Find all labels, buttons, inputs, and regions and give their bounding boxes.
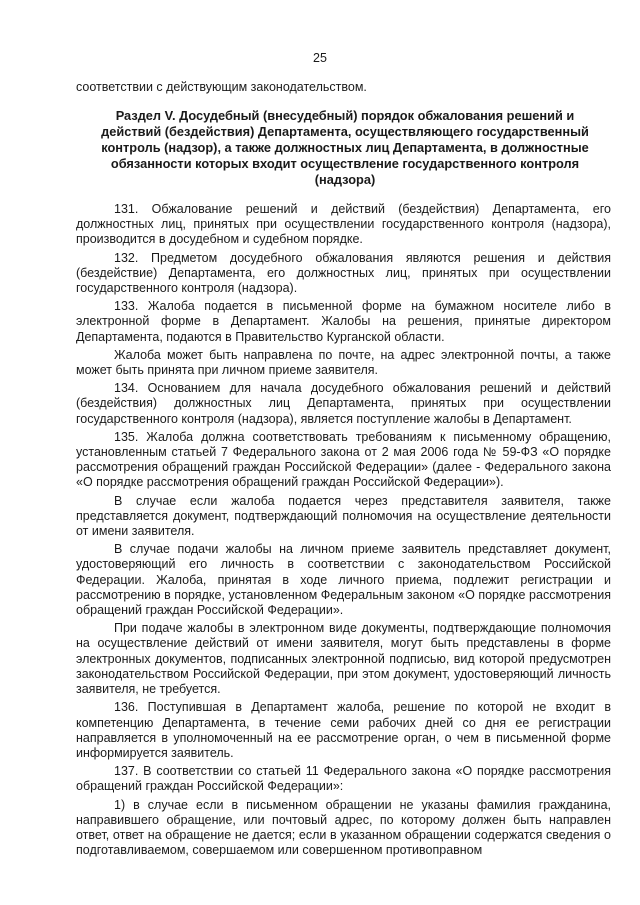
paragraph-133-continued: Жалоба может быть направлена по почте, на адрес электронной почты, а также может быть принята при личном приеме заявителя. [76, 347, 611, 378]
page-number: 25 [313, 51, 327, 65]
paragraph-132: 132. Предметом досудебного обжалования являются решения и действия (бездействие) Департамента, его должностных лиц, принятых при осуществлении государственного контроля (надзора). [76, 250, 611, 296]
paragraph-137: 137. В соответствии со статьей 11 Федерального закона «О порядке рассмотрения обращений граждан Российской Федерации»: [76, 764, 611, 794]
paragraph-131: 131. Обжалование решений и действий (бездействия) Департамента, его должностных лиц, принятых при осуществлении государственного контроля (надзора), производится в досудебном и судебном порядке. [76, 202, 611, 247]
paragraph-134: 134. Основанием для начала досудебного обжалования решений и действий (бездействия) должностных лиц Департамента, принятых при осуществлении государственного контроля (надзора), является поступление жалобы в Департамент. [76, 381, 611, 426]
paragraph-135-personal-reception: В случае подачи жалобы на личном приеме заявитель представляет документ, удостоверяющий его личность в соответствии с законодательством Российской Федерации. Жалоба, принятая в ходе личного приема, подлежит регистрации и рассмотрению в порядке, установленном Федеральным законом «О порядке рассмотрения обращений граждан Российской Федерации». [76, 542, 611, 618]
paragraph-135-representative: В случае если жалоба подается через представителя заявителя, также представляется документ, подтверждающий полномочия на осуществление деятельности от имени заявителя. [76, 493, 611, 539]
continued-text-line: соответствии с действующим законодательством. [76, 80, 367, 94]
document-body [76, 202, 611, 861]
paragraph-135: 135. Жалоба должна соответствовать требованиям к письменному обращению, установленным статьей 7 Федерального закона от 2 мая 2006 года № 59-ФЗ «О порядке рассмотрения обращений граждан Российской Федерации» (далее - Федерального закона «О порядке рассмотрения обращений граждан Российской Федерации»). [76, 429, 611, 490]
paragraph-133: 133. Жалоба подается в письменной форме на бумажном носителе либо в электронной форме в Департамент. Жалобы на решения, принятые директором Департамента, подаются в Правительство Курганской области. [76, 299, 611, 344]
paragraph-135-electronic: При подаче жалобы в электронном виде документы, подтверждающие полномочия на осуществление действий от имени заявителя, могут быть представлены в форме электронных документов, подписанных электронной подписью, вид которой предусмотрен законодательством Российской Федерации, при этом документ, удостоверяющий личность заявителя, не требуется. [76, 621, 611, 697]
paragraph-136: 136. Поступившая в Департамент жалоба, решение по которой не входит в компетенцию Департамента, в течение семи рабочих дней со дня ее регистрации направляется в уполномоченный на ее рассмотрение орган, о чем в письменной форме информируется заявитель. [76, 700, 611, 760]
paragraph-137-item-1: 1) в случае если в письменном обращении не указаны фамилия гражданина, направившего обращение, или почтовый адрес, по которому должен быть направлен ответ, ответ на обращение не дается; если в указанном обращении содержатся сведения о подготавливаемом, совершаемом или совершенном противоправном [76, 797, 611, 858]
section-heading: Раздел V. Досудебный (внесудебный) порядок обжалования решений и действий (бездействия) Департамента, осуществляющего государственный контроль (надзор), а также должностных лиц Департамента, в должностные обязанности которых входит осуществление государственного контроля (надзора) [101, 108, 589, 187]
